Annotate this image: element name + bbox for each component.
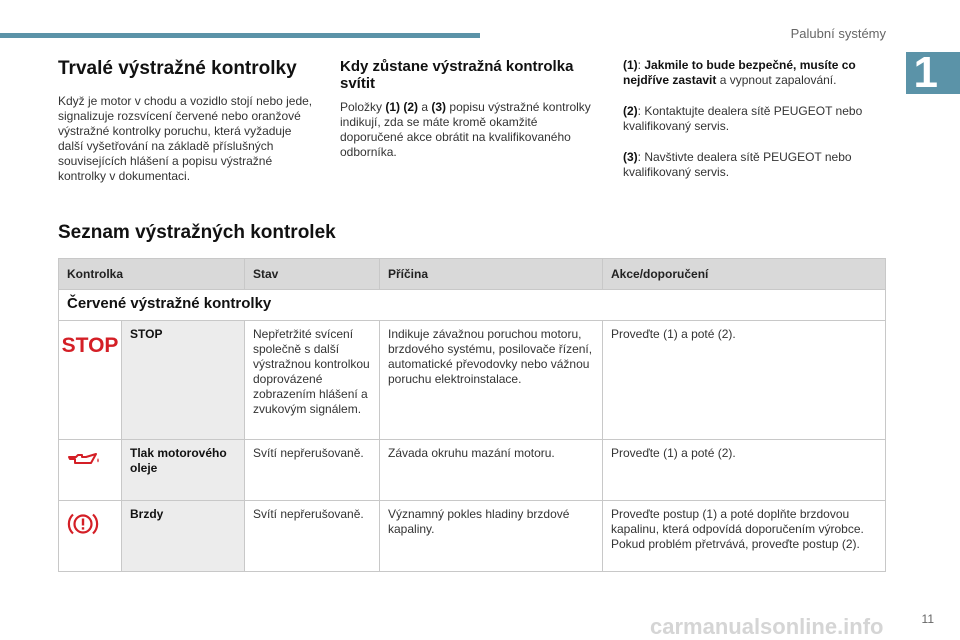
note-1: (1): Jakmile to bude bezpečné, musíte co nejdříve zastavit a vypnout zapalování. xyxy=(623,58,856,87)
text-pre: Položky xyxy=(340,100,386,114)
note-bold: Jakmile to bude bezpečné, musíte co nejdříve zastavit xyxy=(623,58,856,87)
column-header-cause: Příčina xyxy=(380,259,603,290)
note-ref: (2) xyxy=(623,104,638,118)
cause-cell: Významný pokles hladiny brzdové kapaliny. xyxy=(380,501,603,572)
running-head: Palubní systémy xyxy=(790,26,886,41)
note-3 xyxy=(623,150,885,180)
ref-1: (1) xyxy=(385,100,401,114)
text-and: a xyxy=(418,100,432,114)
svg-text:STOP: STOP xyxy=(61,334,119,357)
intro-paragraph: Když je motor v chodu a vozidlo stojí nebo jede, signalizuje rozsvícení červené nebo oranžové výstražné kontrolky poruchu, která vyžaduje další vyšetřování na základě příslušných souvisejících hlášení a popisu výstražné kontrolky v dokumentaci. xyxy=(58,94,313,183)
table-row xyxy=(59,321,886,440)
page-number: 11 xyxy=(921,612,934,626)
intro-column xyxy=(58,58,320,184)
top-accent-bar xyxy=(0,33,480,38)
brake-warning-icon xyxy=(67,511,99,537)
note-text: a vypnout zapalování. xyxy=(716,73,837,87)
stop-warning-icon xyxy=(61,331,119,357)
text-post: popisu výstražné kontrolky indikují, zda se máte kromě okamžité doporučené akce obrátit na kvalifikovaného odborníka. xyxy=(340,100,591,159)
table-header-row xyxy=(59,259,886,290)
indicator-name: STOP xyxy=(122,321,245,440)
watermark-url: carmanualsonline.info xyxy=(650,614,884,639)
chapter-number: 1 xyxy=(913,48,938,97)
note-ref: (1) xyxy=(623,58,638,72)
cause-cell: Indikuje závažnou poruchou motoru, brzdového systému, posilovače řízení, automatické převodovky nebo vážnou poruchu elektroinstalace. xyxy=(380,321,603,440)
column-header-state: Stav xyxy=(245,259,380,290)
note-ref: (3) xyxy=(623,150,638,164)
section-row-red xyxy=(59,290,886,321)
table-row xyxy=(59,501,886,572)
column-header-indicator: Kontrolka xyxy=(59,259,245,290)
section-heading-red-lights: Červené výstražné kontrolky xyxy=(59,290,886,321)
note-text: : Kontaktujte dealera sítě PEUGEOT nebo kvalifikovaný servis. xyxy=(623,104,863,133)
note-text: : Navštivte dealera sítě PEUGEOT nebo kvalifikovaný servis. xyxy=(623,150,852,179)
action-cell: Proveďte (1) a poté (2). xyxy=(603,440,886,501)
icon-cell xyxy=(59,501,122,572)
indicator-name: Tlak motorového oleje xyxy=(122,440,245,501)
oil-can-icon xyxy=(67,450,101,470)
warning-lights-table xyxy=(58,258,886,572)
when-lit-paragraph xyxy=(340,100,602,160)
icon-cell xyxy=(59,321,122,440)
state-cell: Svítí nepřerušovaně. xyxy=(245,440,380,501)
state-cell: Svítí nepřerušovaně. xyxy=(245,501,380,572)
notes-column xyxy=(623,58,885,196)
table-row xyxy=(59,440,886,501)
icon-cell xyxy=(59,440,122,501)
when-lit-column xyxy=(340,58,602,160)
action-cell: Proveďte postup (1) a poté doplňte brzdovou kapalinu, která odpovídá doporučením výrobce. Pokud problém přetrvává, proveďte postup (2). xyxy=(603,501,886,572)
section-title-when-lit: Kdy zůstane výstražná kontrolka svítit xyxy=(340,58,574,92)
indicator-name: Brzdy xyxy=(122,501,245,572)
cause-cell: Závada okruhu mazání motoru. xyxy=(380,440,603,501)
section-title-permanent-warnings: Trvalé výstražné kontrolky xyxy=(58,58,297,79)
column-header-action: Akce/doporučení xyxy=(603,259,886,290)
note-2 xyxy=(623,104,885,134)
warning-list-title: Seznam výstražných kontrolek xyxy=(58,222,336,243)
ref-2: (2) xyxy=(403,100,419,114)
state-cell: Nepřetržité svícení společně s další výstražnou kontrolkou doprovázené zobrazením hlášení a zvukovým signálem. xyxy=(245,321,380,440)
action-cell: Proveďte (1) a poté (2). xyxy=(603,321,886,440)
ref-3: (3) xyxy=(431,100,447,114)
